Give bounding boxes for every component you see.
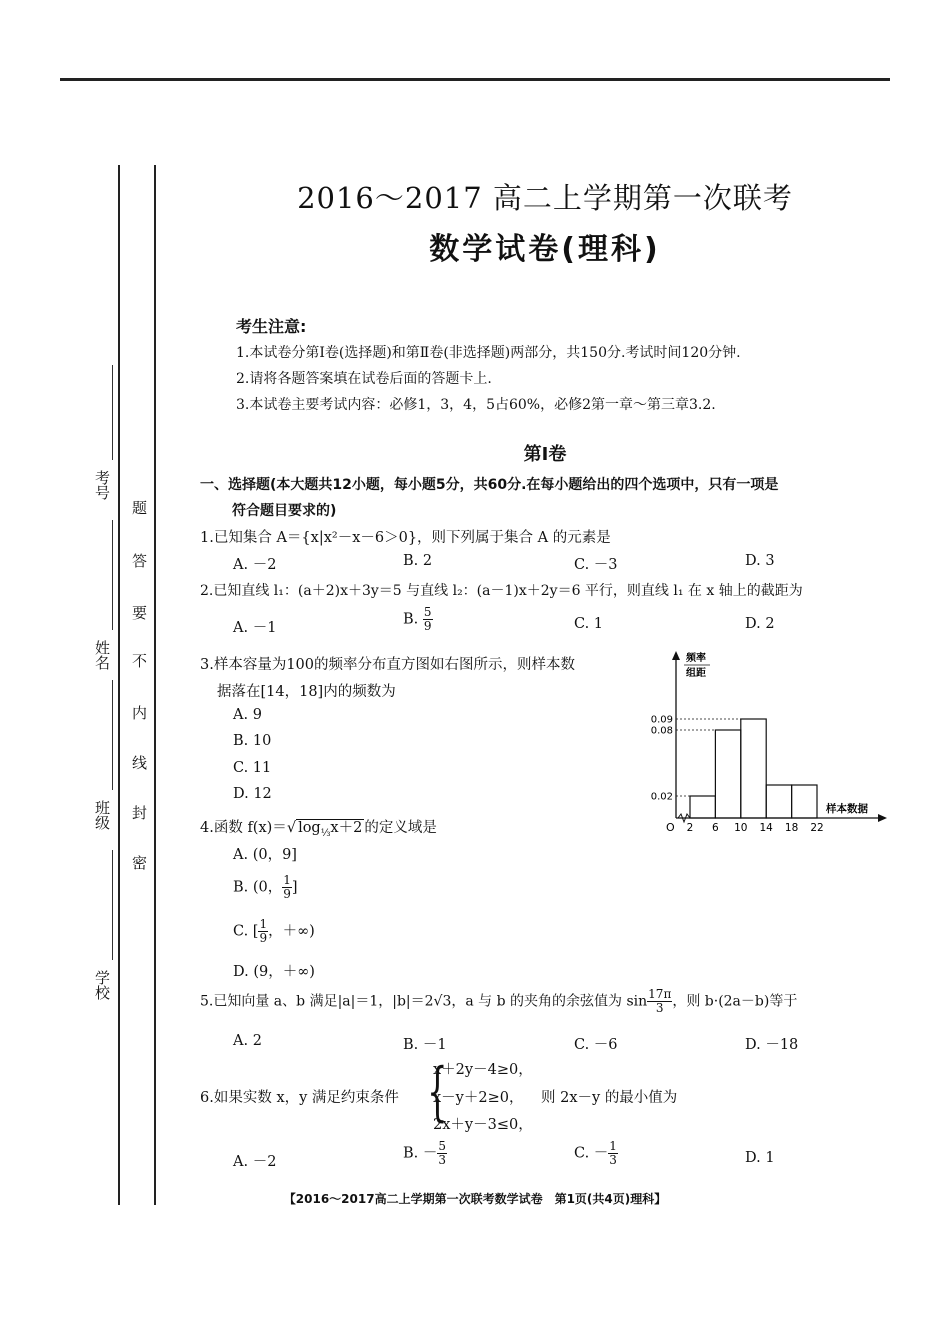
q1-option-b: B. 2	[403, 553, 433, 569]
q2-option-b-fraction	[423, 606, 433, 633]
q3-option-b: B. 10	[233, 733, 272, 749]
q5-option-c: C. －6	[574, 1037, 618, 1053]
histogram-bar	[766, 785, 791, 818]
constraint-2: x－y＋2≥0，	[433, 1090, 524, 1106]
sqrt-sign: √	[286, 820, 297, 836]
binding-line-inner	[154, 165, 156, 1205]
part-instructions: 一、选择题(本大题共12小题，每小题5分，共60分.在每小题给出的四个选项中，只有一项是	[200, 477, 779, 493]
seal-char: 不	[130, 653, 148, 668]
question-3-cont: 据落在[14，18]内的频数为	[217, 684, 396, 700]
histogram-bar	[792, 785, 817, 818]
q2-option-b	[403, 606, 433, 633]
sqrt-radicand	[296, 819, 364, 839]
fraction-denominator: 3	[438, 1153, 447, 1167]
y-tick-label: 0.09	[650, 714, 673, 726]
x-tick-label: 14	[759, 822, 773, 834]
fraction-denominator: 9	[423, 619, 432, 633]
q4-option-b-fraction	[282, 874, 292, 901]
seal-char: 要	[130, 605, 148, 620]
fraction-denominator: 3	[655, 1001, 664, 1015]
top-rule	[60, 78, 890, 81]
note-item: 3.本试卷主要考试内容：必修1，3，4，5占60%，必修2第一章～第三章3.2.	[236, 397, 716, 413]
constraint-3: 2x＋y－3≤0，	[433, 1117, 533, 1133]
x-tick-label: 18	[784, 822, 799, 834]
question-3: 3.样本容量为100的频率分布直方图如右图所示，则样本数	[200, 657, 576, 673]
q2-option-b-label: B.	[403, 611, 419, 628]
x-tick-label: 2	[686, 822, 694, 834]
q6-option-b-label: B. －	[403, 1145, 438, 1162]
seal-char: 线	[130, 755, 148, 770]
binding-line-outer	[118, 165, 120, 1205]
q1-option-d: D. 3	[745, 553, 775, 569]
notes-heading: 考生注意:	[236, 317, 307, 336]
field-school: 学校	[93, 970, 111, 1000]
q4-option-b-label: B. (0，	[233, 879, 283, 896]
q4-option-a: A. (0，9]	[233, 847, 297, 863]
y-tick-label: 0.08	[650, 725, 673, 737]
q5-option-d: D. －18	[745, 1037, 799, 1053]
note-item: 1.本试卷分第Ⅰ卷(选择题)和第Ⅱ卷(非选择题)两部分，共150分.考试时间120分钟.	[236, 345, 741, 361]
field-name: 姓名	[93, 640, 111, 670]
q4-option-b-tail: ]	[291, 879, 298, 896]
question-1: 1.已知集合 A＝{x|x²－x－6＞0}，则下列属于集合 A 的元素是	[200, 530, 611, 546]
q5-option-a: A. 2	[233, 1033, 262, 1049]
q3-option-d: D. 12	[233, 786, 272, 802]
fraction-denominator: 9	[259, 931, 268, 945]
log-tail: x＋2	[330, 820, 363, 836]
question-6-post: 则 2x－y 的最小值为	[541, 1090, 678, 1106]
q4-option-c-label: C. [	[233, 923, 259, 940]
x-tick-label: 10	[734, 822, 748, 834]
q4-option-c-fraction	[258, 918, 268, 945]
x-tick-label: 6	[712, 822, 719, 834]
q4-option-b	[233, 874, 298, 901]
x-axis-arrow	[878, 814, 887, 822]
question-4-pre: 4.函数 f(x)＝	[200, 820, 287, 836]
question-4	[200, 816, 437, 839]
page-footer: 【2016～2017高二上学期第一次联考数学试卷 第1页(共4页)理科】	[283, 1192, 667, 1206]
question-4-post: 的定义域是	[364, 820, 437, 836]
note-item: 2.请将各题答案填在试卷后面的答题卡上.	[236, 371, 492, 387]
fraction-numerator: 1	[283, 873, 291, 887]
log-base: ⅓	[320, 827, 331, 839]
histogram-bar	[741, 719, 766, 818]
q6-option-c-label: C. －	[574, 1145, 609, 1162]
histogram-chart	[640, 648, 890, 838]
q6-option-c-fraction	[608, 1140, 618, 1167]
section-title: 第Ⅰ卷	[523, 444, 567, 465]
fraction-numerator: 1	[609, 1139, 617, 1153]
constraint-brace: {	[427, 1055, 448, 1129]
y-label-top: 频率	[686, 653, 706, 664]
seal-char: 内	[130, 705, 148, 720]
origin-label: O	[666, 821, 675, 834]
constraint-1: x＋2y－4≥0，	[433, 1062, 533, 1078]
x-tick-label: 22	[810, 822, 824, 834]
seal-char: 封	[130, 805, 148, 820]
seal-char: 题	[130, 500, 148, 515]
q6-option-b-fraction	[437, 1140, 447, 1167]
q5-fraction	[647, 988, 672, 1015]
question-5-pre: 5.已知向量 a、b 满足|a|＝1，|b|＝2√3，a 与 b 的夹角的余弦值为 sin	[200, 993, 648, 1010]
q5-option-b: B. －1	[403, 1037, 447, 1053]
x-axis-label: 样本数据	[826, 803, 868, 815]
q4-option-c-tail: ，＋∞)	[268, 923, 315, 940]
q6-option-c	[574, 1140, 618, 1167]
q2-option-c: C. 1	[574, 616, 604, 632]
q6-option-a: A. －2	[233, 1154, 277, 1170]
exam-title: 2016～2017 高二上学期第一次联考	[297, 181, 793, 215]
y-tick-label: 0.02	[650, 791, 673, 803]
fraction-numerator: 5	[438, 1139, 447, 1153]
field-school-line	[112, 850, 113, 960]
q3-option-c: C. 11	[233, 760, 272, 776]
q4-option-d: D. (9，＋∞)	[233, 964, 315, 980]
y-axis-arrow	[672, 651, 680, 660]
question-5-post: ，则 b·(2a－b)等于	[672, 993, 798, 1010]
histogram-bar	[715, 730, 740, 818]
q2-option-d: D. 2	[745, 616, 775, 632]
log-text: log	[298, 820, 321, 836]
seal-char: 密	[130, 855, 148, 870]
question-5	[200, 988, 797, 1015]
q4-option-c	[233, 918, 315, 945]
fraction-numerator: 5	[423, 605, 432, 619]
fraction-denominator: 3	[609, 1153, 617, 1167]
question-2: 2.已知直线 l₁：(a＋2)x＋3y＝5 与直线 l₂：(a－1)x＋2y＝6 平行，则直线 l₁ 在 x 轴上的截距为	[200, 583, 803, 599]
q6-option-b	[403, 1140, 447, 1167]
field-class-line	[112, 680, 113, 790]
histogram-bar	[690, 796, 715, 818]
fraction-numerator: 1	[259, 917, 268, 931]
q2-option-a: A. －1	[233, 620, 277, 636]
q3-option-a: A. 9	[233, 707, 262, 723]
field-class: 班级	[93, 800, 111, 830]
field-name-line	[112, 520, 113, 630]
q1-option-c: C. －3	[574, 557, 618, 573]
field-exam-number: 考号	[93, 470, 111, 500]
exam-subtitle: 数学试卷(理科)	[429, 232, 661, 267]
q6-option-d: D. 1	[745, 1150, 775, 1166]
fraction-numerator: 17π	[648, 987, 672, 1001]
part-instructions-cont: 符合题目要求的)	[232, 503, 337, 519]
question-6-pre: 6.如果实数 x，y 满足约束条件	[200, 1090, 399, 1106]
q1-option-a: A. －2	[233, 557, 277, 573]
seal-char: 答	[130, 553, 148, 568]
fraction-denominator: 9	[283, 887, 291, 901]
y-label-bottom: 组距	[686, 668, 706, 679]
